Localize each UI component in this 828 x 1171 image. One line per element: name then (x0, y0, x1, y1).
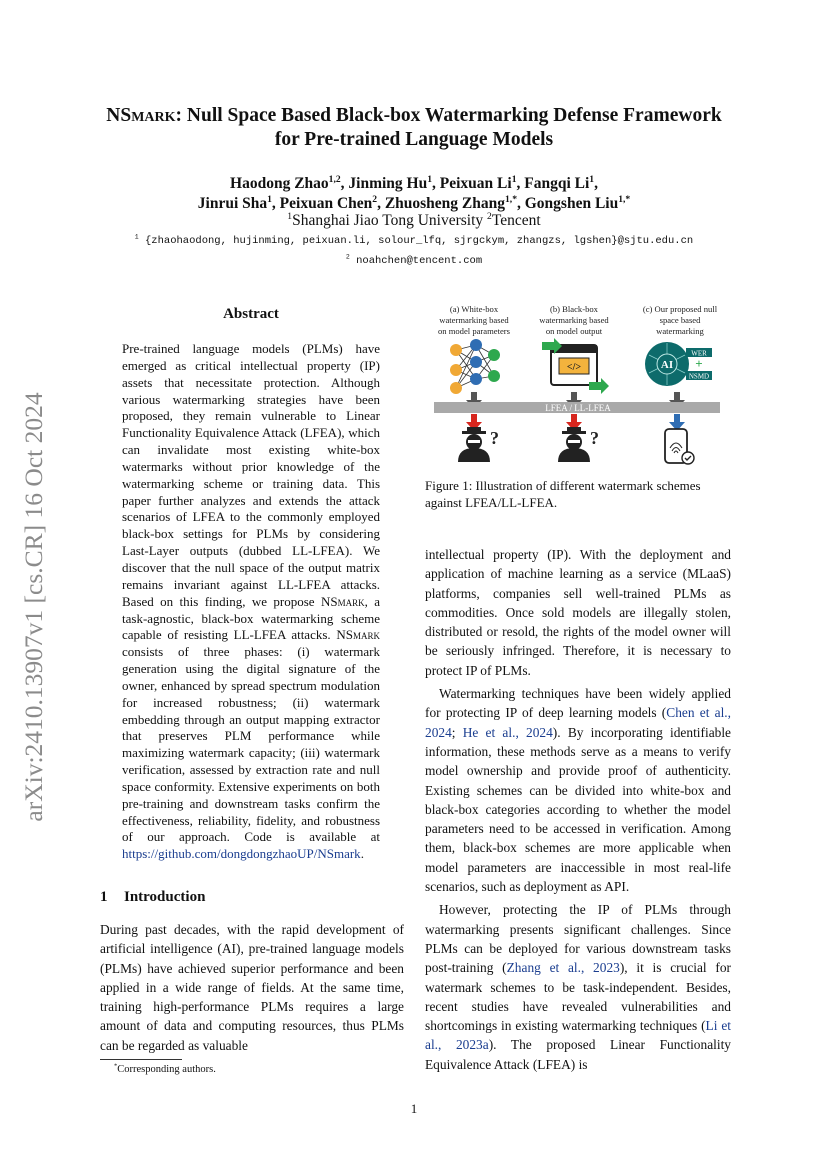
fig-col-c-line2: space based (659, 315, 701, 325)
author-name: Peixuan Chen (279, 195, 373, 212)
intro-right-paragraph-1: intellectual property (IP). With the deployment and application of machine learning as a service (MLaaS) platforms, companies sell well-trained PLMs as commodities. Once sold models are illegally stolen, distributed or resold, the rights of the model owner will be seriously infringed. Therefore, it is necessary to protect IP of PLMs. (425, 547, 731, 678)
author-line-1: Haodong Zhao$^{1,2}$, Jinming Hu$^1$, Peixuan Li$^1$, Fangqi Li$^1$, (230, 173, 598, 192)
fingerprint-phone-icon (665, 429, 694, 464)
paper-title: NSmark: Null Space Based Black-box Watermarking Defense Framework for Pre-trained Language Models (106, 105, 722, 150)
thief-icon-a (458, 427, 499, 462)
author-affiliation-mark: 1 (589, 173, 595, 185)
neural-network-icon (450, 339, 500, 394)
badge-nsmd: NSMD (688, 372, 710, 381)
author-affiliation-mark: 1 (267, 193, 272, 205)
section-heading-introduction: 1 Introduction (100, 889, 206, 905)
fig-col-a-line1: (a) White-box (449, 304, 499, 314)
author-name: Zhuosheng Zhang (384, 195, 505, 212)
page-number: 1 (410, 1101, 418, 1116)
intro-left-paragraph: During past decades, with the rapid development of artificial intelligence (AI), pre-trained language models (PLMs) have achieved superior performance and been applied in a wide range of fields. At the same time, training high-performance PLMs requires a large amount of data and computing resources, thus PLMs can be regarded as valuable (100, 922, 404, 1053)
citation-chen-2024[interactable]: Chen et al., 2024 (425, 705, 732, 740)
thief-icon-b (558, 427, 599, 462)
author-affiliation-mark: 1,* (505, 193, 517, 205)
intro-right-paragraph-2: Watermarking techniques have been widely applied for protecting IP of deep learning models (Chen et al., 2024; He et al., 2024). By incorporating identifiable information, these methods serve as a means to verify model ownership and provide proof of authenticity. Existing schemes can be divided into white-box and black-box categories according to whether the model parameters need to be accessed in verification. Among them, black-box schemes are more applicable when model parameters are inaccessible in most real-life scenarios, such as deployment as API. (425, 686, 732, 895)
code-symbol: </> (566, 362, 582, 373)
badge-plus: + (695, 356, 703, 371)
citation-li-2023a[interactable]: Li et al., 2023a (425, 1018, 731, 1053)
author-list (60, 174, 768, 214)
code-link[interactable]: https://github.com/dongdongzhaoUP/NSmark (122, 846, 361, 862)
author-affiliation-mark: 1,* (618, 193, 631, 205)
question-mark-a: ? (490, 428, 499, 448)
author-name: Haodong Zhao (230, 175, 329, 192)
author-affiliation-mark: 1 (511, 173, 517, 185)
intro-right-paragraph-3: However, protecting the IP of PLMs through watermarking presents significant challenges. Since PLMs can be deployed for various downstream tasks post-training (Zhang et al., 2023), it is crucial for watermark schemes to be task-independent. Besides, recent studies have revealed vulnerabilities and shortcomings in existing watermarking techniques (Li et al., 2023a). The proposed Linear Functionality Equivalence Attack (LFEA) is (425, 902, 731, 1072)
intro-right-column (425, 545, 731, 1074)
code-window-icon (542, 338, 609, 394)
lfea-bar-label: LFEA / LL-LFEA (545, 403, 611, 413)
email-line-1: $^1$ {zhaohaodong, hujinming, peixuan.li, solour_lfq, sjrgckym, zhangzs, lgshen}@sjtu.edu.cn (134, 233, 694, 247)
fig-col-b-line3: on model output (545, 326, 603, 336)
abstract-heading: Abstract (223, 306, 279, 322)
author-name: Peixuan Li (439, 175, 512, 192)
arxiv-stamp (10, 360, 62, 855)
fig-col-a-line2: watermarking based (439, 315, 509, 325)
fig-col-c-line1: (c) Our proposed null (642, 304, 718, 314)
figure-caption: Figure 1: Illustration of different watermark schemes against LFEA/LL-LFEA. (425, 478, 701, 510)
author-affiliation-mark: 1 (427, 173, 433, 185)
author-affiliation-mark: 1,2 (328, 173, 341, 185)
citation-zhang-2023[interactable]: Zhang et al., 2023 (506, 960, 620, 976)
ai-head-icon (645, 342, 712, 386)
author-line-2: Jinrui Sha$^1$, Peixuan Chen$^2$, Zhuosheng Zhang$^{1,*}$, Gongshen Liu$^{1,*}$ (197, 193, 631, 212)
figure-1 (424, 300, 730, 475)
author-name: Gongshen Liu (524, 195, 619, 212)
arxiv-id-text: arXiv:2410.13907v1 [cs.CR] 16 Oct 2024 (18, 392, 48, 822)
author-affiliation-mark: 2 (372, 193, 378, 205)
author-name: Fangqi Li (524, 175, 590, 192)
footnote-divider (100, 1059, 182, 1060)
fig-col-c-line3: watermarking (656, 326, 704, 336)
author-name: Jinming Hu (348, 175, 428, 192)
abstract-body: Pre-trained language models (PLMs) have emerged as critical intellectual property (IP) assets that necessitate protection. Although various watermarking strategies have been proposed, they remain vulnerable to Linear Functionality Equivalence Attack (LFEA), which can invalidate most existing white-box watermarks without prior knowledge of the watermarking scheme or training data. This paper further analyzes and extends the attack scenarios of LFEA to the commonly employed black-box settings for PLMs by considering Last-Layer outputs (dubbed LL-LFEA). We discover that the null space of the output matrix remains invariant against LL-LFEA attacks. Based on this finding, we propose NSmark, a task-agnostic, black-box watermarking scheme capable of resisting LL-LFEA attacks. NSmark consists of three phases: (i) watermark generation using the digital signature of the owner, enhanced by spread spectrum modulation for increased robustness; (ii) watermark embedding through an output mapping extractor that preserves PLM performance while maximizing watermark capacity; (iii) watermark verification, assessed by extraction rate and null space conformity. Extensive experiments on both pre-training and downstream tasks confirm the effectiveness, reliability, fidelity, and robustness of our approach. Code is available at https://github.com/dongdongzhaoUP/NSmark. (122, 341, 380, 862)
fig-col-b-line2: watermarking based (539, 315, 609, 325)
badge-wer: WER (691, 349, 707, 358)
author-name: Jinrui Sha (197, 195, 268, 212)
email-line-2: $^2$ noahchen@tencent.com (345, 253, 483, 267)
fig-col-a-line3: on model parameters (437, 326, 511, 336)
question-mark-b: ? (590, 428, 599, 448)
affiliations: $^1$Shanghai Jiao Tong University $^2$Tencent (287, 210, 541, 229)
citation-he-2024[interactable]: He et al., 2024 (462, 724, 553, 740)
ai-label: AI (660, 359, 674, 371)
fig-col-b-line1: (b) Black-box (550, 304, 598, 314)
footnote: *Corresponding authors. (114, 1062, 216, 1075)
